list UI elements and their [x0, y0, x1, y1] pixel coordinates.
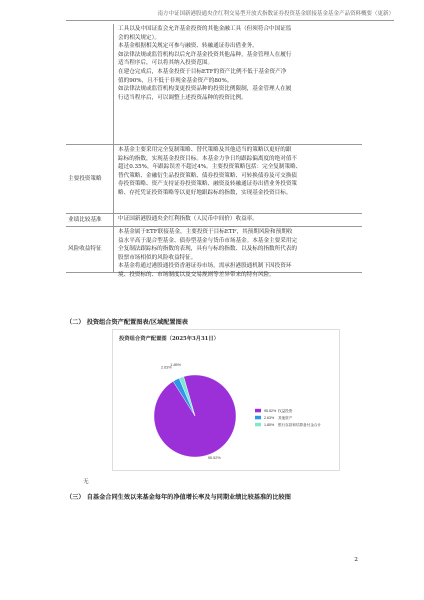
text-line: 如法律法规或监管机构以后允许基金投资其他品种，基金管理人在履行: [118, 51, 292, 58]
slice-label-0: 95.52%: [207, 455, 221, 460]
text-line: 券投资策略、资产支持证券投资策略、融资及转融通证券出借业务投资策: [118, 181, 298, 188]
text-line: 益水平高于混合型基金、债券型基金与货币市场基金。本基金主要采用完: [118, 237, 298, 244]
legend-swatch-2: [255, 423, 261, 427]
page-header: 南方中证国新港股通央企红利交易型开放式指数证券投资基金联接基金基金产品资料概要（更新）: [157, 11, 394, 17]
text-line: 会的相关规定）。: [118, 34, 160, 41]
legend-label-0: 权益投资: [278, 409, 293, 413]
table-row-strategy: [66, 145, 362, 214]
text-line: 本基金根据相关规定可参与融资、转融通证券出借业务。: [118, 43, 258, 50]
text-line: 本基金属于ETF联接基金，主要投资于目标ETF，其预期风险和预期收: [118, 229, 293, 235]
row-key: 风险收益特征: [66, 227, 114, 272]
text-line: 行适当程序后，可以调整上述投资品种的投资比例。: [118, 94, 247, 101]
row-key: [66, 24, 114, 144]
pie-chart-svg: [113, 330, 341, 472]
text-line: 如法律法规或监管机构变更投资品种的投资比例限制，基金管理人在履: [118, 86, 292, 93]
asset-allocation-chart: [112, 329, 340, 471]
slice-label-1: 2.63%: [160, 365, 172, 370]
legend-swatch-1: [255, 416, 261, 420]
note-text: 无: [83, 479, 89, 485]
legend-label-1: 其他资产: [278, 416, 293, 420]
row-value: [114, 214, 362, 226]
legend-value-1: 2.63%: [264, 416, 275, 420]
legend-value-2: 1.85%: [264, 423, 275, 427]
table-row-benchmark: [66, 214, 362, 227]
section-title-nav-growth: （三） 自基金合同生效以来基金每年的净值增长率及与同期业绩比较基准的比较图: [66, 494, 291, 501]
fund-info-table: [66, 24, 362, 278]
text-line: 中证国新港股通央企红利指数（人民币中间价）收益率。: [118, 216, 258, 222]
chart-title: 投资组合资产配置图（2025年3月31日）: [119, 336, 219, 342]
row-key: 主要投资策略: [66, 145, 114, 213]
text-line: 替代策略、金融衍生品投资策略、债券投资策略、可转换债券及可交换债: [118, 172, 298, 179]
table-row-investment-scope: [66, 24, 362, 145]
table-row-risk-return: [66, 227, 362, 278]
section-title-asset-allocation: （二） 投资组合资产配置图表/区域配置图表: [66, 319, 188, 326]
text-line: 在建仓完成后，本基金投资于目标ETF的资产比例不低于基金资产净: [118, 68, 287, 75]
legend-value-0: 95.52%: [264, 409, 277, 413]
row-value: [114, 227, 362, 278]
text-line: 境、投资标的、市场制度以及交易规则等差异带来的特有风险。: [118, 271, 275, 278]
legend-swatch-0: [255, 409, 261, 413]
page-number: 2: [354, 557, 358, 563]
row-key: 业绩比较基准: [66, 214, 114, 226]
text-line: 踪标的指数，实现基金投资目标。本基金力争日均跟踪偏离度的绝对值不: [118, 155, 298, 162]
text-line: 工具以及中国证监会允许基金投资的其他金融工具（但须符合中国证监: [118, 26, 292, 32]
text-line: 股票市场相似的风险收益特征。: [118, 254, 197, 261]
text-line: 值的90%，且不低于非现金基金资产的80%。: [118, 77, 233, 84]
text-line: 全复制法跟踪标的指数的表现，具有与标的指数、以及标的指数所代表的: [118, 246, 298, 253]
text-line: 超过0.35%，年跟踪误差不超过4%。主要投资策略包括：完全复制策略、: [118, 164, 302, 171]
row-value: [114, 24, 362, 144]
text-line: 略、存托凭证投资策略等以更好地跟踪标的指数，实现基金投资目标。: [118, 189, 292, 196]
slice-label-2: 1.85%: [170, 362, 182, 367]
header-rule: [66, 20, 394, 21]
row-value: [114, 145, 362, 213]
text-line: 适当程序后，可以将其纳入投资范围。: [118, 60, 214, 67]
legend-label-2: 银行存款和结算备付金合计: [278, 423, 322, 427]
text-line: 本基金主要采用完全复制策略、替代策略及其他适当的策略以更好的跟: [118, 147, 292, 153]
text-line: 本基金将通过港股通投资香港证券市场，需承担港股通机制下因投资环: [118, 263, 292, 270]
